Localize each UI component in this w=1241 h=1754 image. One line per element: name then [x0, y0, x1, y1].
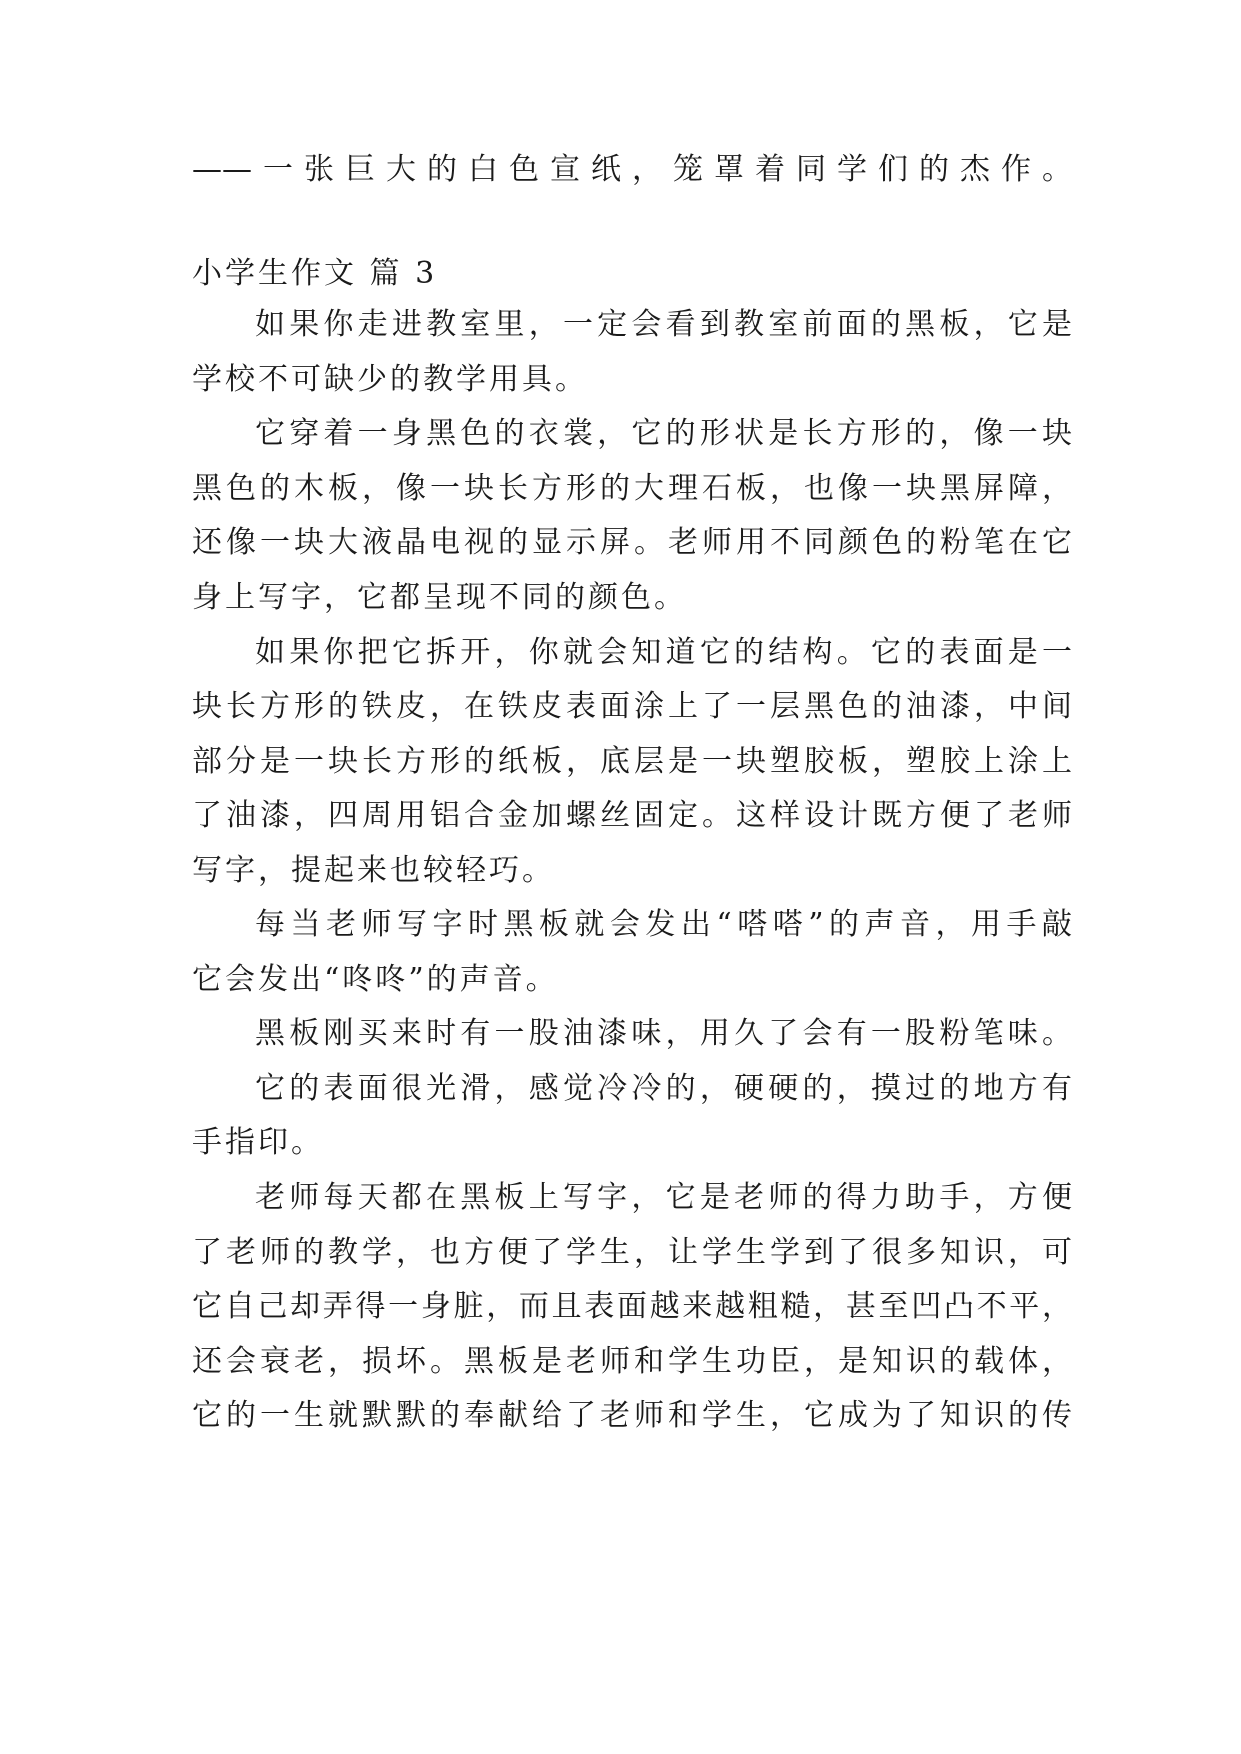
- text-line: 部分是一块长方形的纸板，底层是一块塑胶板，塑胶上涂上: [192, 744, 1072, 779]
- text-line: 了老师的教学，也方便了学生，让学生学到了很多知识，可: [192, 1235, 1072, 1270]
- section-heading: 小学生作文 篇 3: [192, 256, 438, 291]
- text-line: 手指印。: [192, 1125, 324, 1160]
- text-line: 它会发出“咚咚”的声音。: [192, 962, 559, 997]
- text-line: 身上写字，它都呈现不同的颜色。: [192, 580, 687, 615]
- text-line: 如果你把它拆开，你就会知道它的结构。它的表面是一: [255, 635, 1072, 670]
- text-line: 它的表面很光滑，感觉冷冷的，硬硬的，摸过的地方有: [255, 1071, 1072, 1106]
- text-line: 了油漆，四周用铝合金加螺丝固定。这样设计既方便了老师: [192, 798, 1072, 833]
- text-line: 写字，提起来也较轻巧。: [192, 853, 555, 888]
- text-line: 黑色的木板，像一块长方形的大理石板，也像一块黑屏障，: [192, 471, 1072, 506]
- text-line: 它穿着一身黑色的衣裳，它的形状是长方形的，像一块: [255, 416, 1072, 451]
- text-line: 如果你走进教室里，一定会看到教室前面的黑板，它是: [255, 307, 1072, 342]
- text-line: 它自己却弄得一身脏，而且表面越来越粗糙，甚至凹凸不平，: [192, 1289, 1072, 1324]
- text-line: 黑板刚买来时有一股油漆味，用久了会有一股粉笔味。: [255, 1016, 1072, 1051]
- text-line: 块长方形的铁皮，在铁皮表面涂上了一层黑色的油漆，中间: [192, 689, 1072, 724]
- text-line: 它的一生就默默的奉献给了老师和学生，它成为了知识的传: [192, 1398, 1072, 1433]
- text-line: 老师每天都在黑板上写字，它是老师的得力助手，方便: [255, 1180, 1072, 1215]
- text-line: 还像一块大液晶电视的显示屏。老师用不同颜色的粉笔在它: [192, 525, 1072, 560]
- text-line: 每当老师写字时黑板就会发出“嗒嗒”的声音，用手敲: [255, 907, 1072, 942]
- text-line: ——一张巨大的白色宣纸，笼罩着同学们的杰作。: [192, 152, 1072, 187]
- text-line: 还会衰老，损坏。黑板是老师和学生功臣，是知识的载体，: [192, 1344, 1072, 1379]
- text-line: 学校不可缺少的教学用具。: [192, 362, 588, 397]
